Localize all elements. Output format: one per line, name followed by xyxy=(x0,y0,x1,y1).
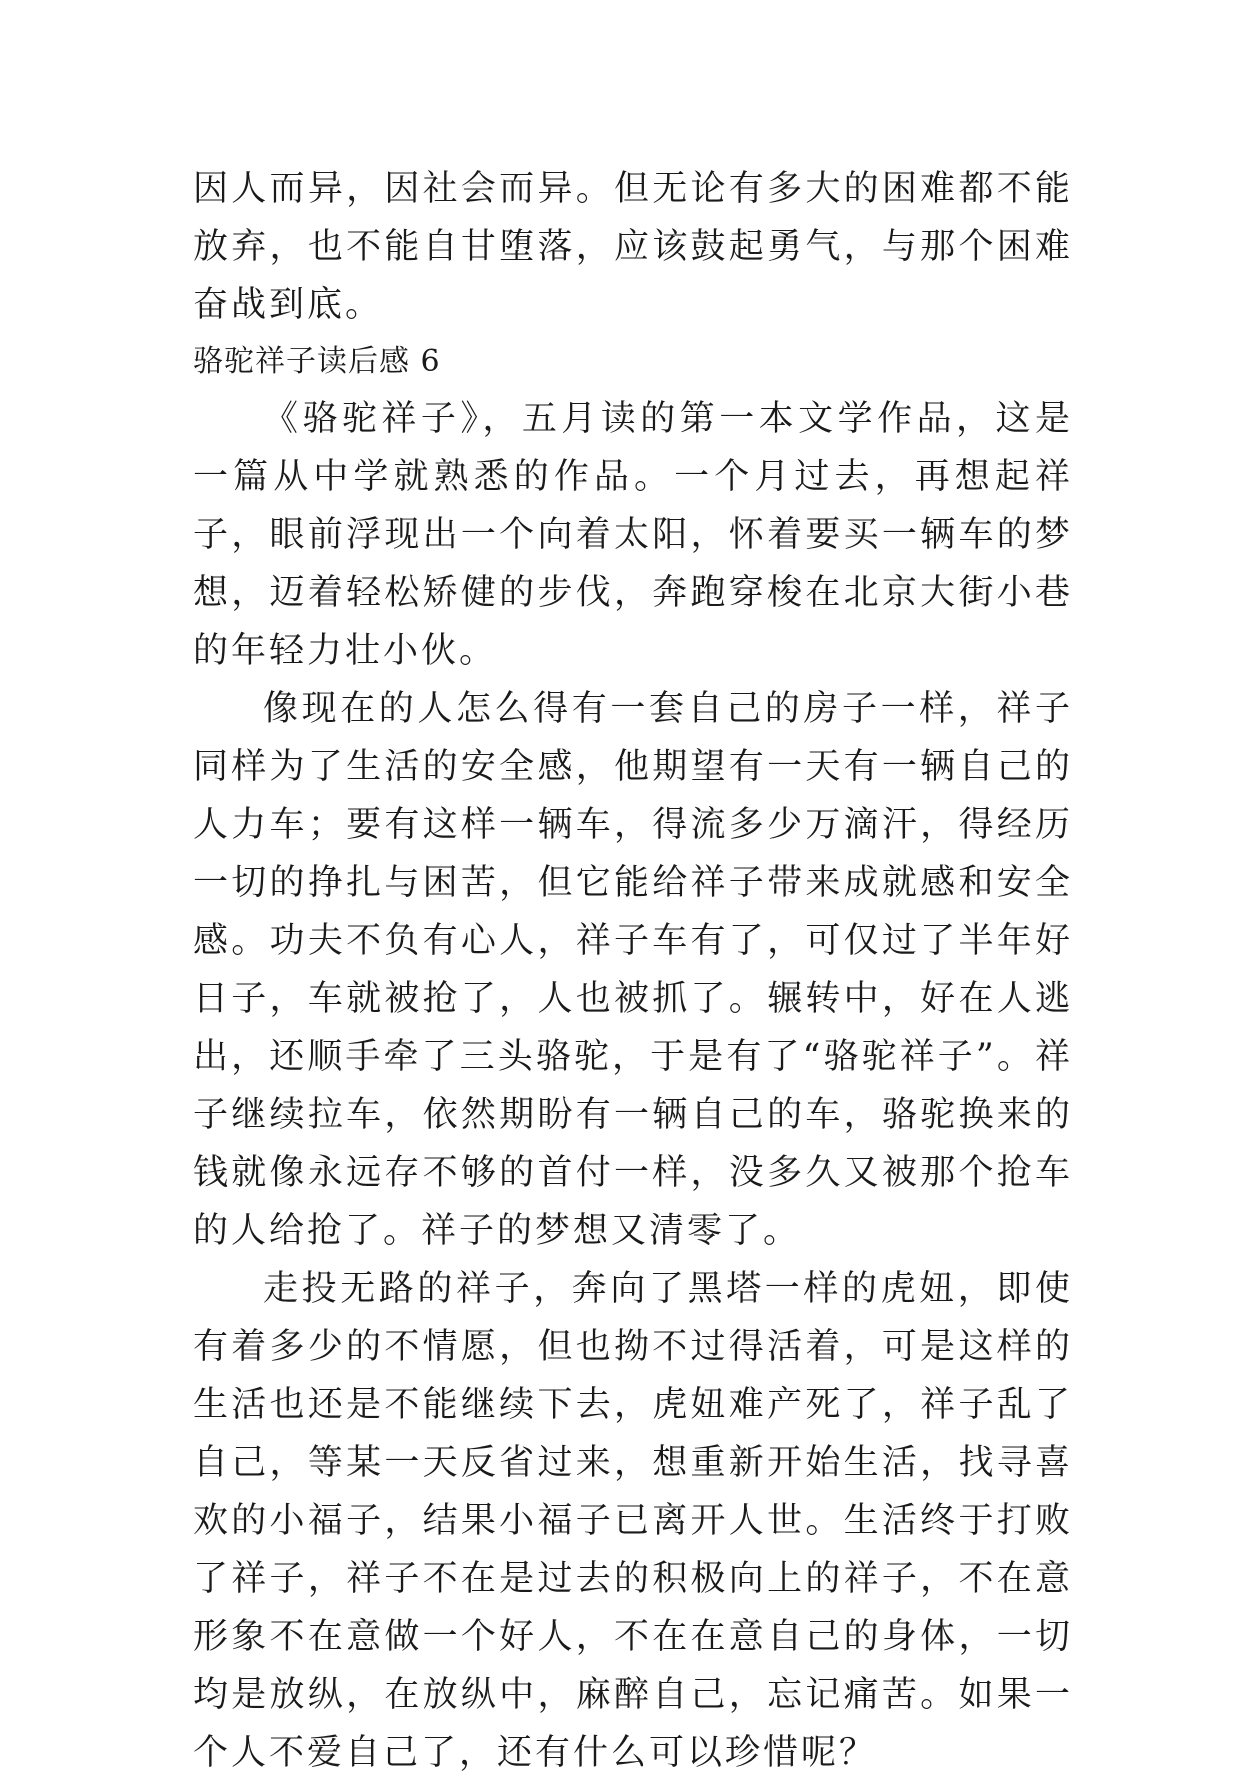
body-paragraph-1: 《骆驼祥子》，五月读的第一本文学作品，这是一篇从中学就熟悉的作品。一个月过去，再想起祥子，眼前浮现出一个向着太阳，怀着要买一辆车的梦想，迈着轻松矫健的步伐，奔跑穿梭在北京大街小巷的年轻力壮小伙。 xyxy=(193,399,1073,671)
body-paragraph-3: 走投无路的祥子，奔向了黑塔一样的虎妞，即使有着多少的不情愿，但也拗不过得活着，可是这样的生活也还是不能继续下去，虎妞难产死了，祥子乱了自己，等某一天反省过来，想重新开始生活，找寻喜欢的小福子，结果小福子已离开人世。生活终于打败了祥子，祥子不在是过去的积极向上的祥子，不在意形象不在意做一个好人，不在在意自己的身体，一切均是放纵，在放纵中，麻醉自己，忘记痛苦。如果一个人不爱自己了，还有什么可以珍惜呢？ xyxy=(193,1269,1073,1773)
body-paragraph-2: 像现在的人怎么得有一套自己的房子一样，祥子同样为了生活的安全感，他期望有一天有一辆自己的人力车；要有这样一辆车，得流多少万滴汗，得经历一切的挣扎与困苦，但它能给祥子带来成就感和安全感。功夫不负有心人，祥子车有了，可仅过了半年好日子，车就被抢了，人也被抓了。辗转中，好在人逃出，还顺手牵了三头骆驼，于是有了“骆驼祥子”。祥子继续拉车，依然期盼有一辆自己的车，骆驼换来的钱就像永远存不够的首付一样，没多久又被那个抢车的人给抢了。祥子的梦想又清零了。 xyxy=(193,689,1073,1251)
document-body xyxy=(193,160,1073,1782)
continuation-paragraph: 因人而异，因社会而异。但无论有多大的困难都不能放弃，也不能自甘堕落，应该鼓起勇气，与那个困难奋战到底。 xyxy=(193,169,1073,325)
section-title: 骆驼祥子读后感 6 xyxy=(193,344,441,379)
